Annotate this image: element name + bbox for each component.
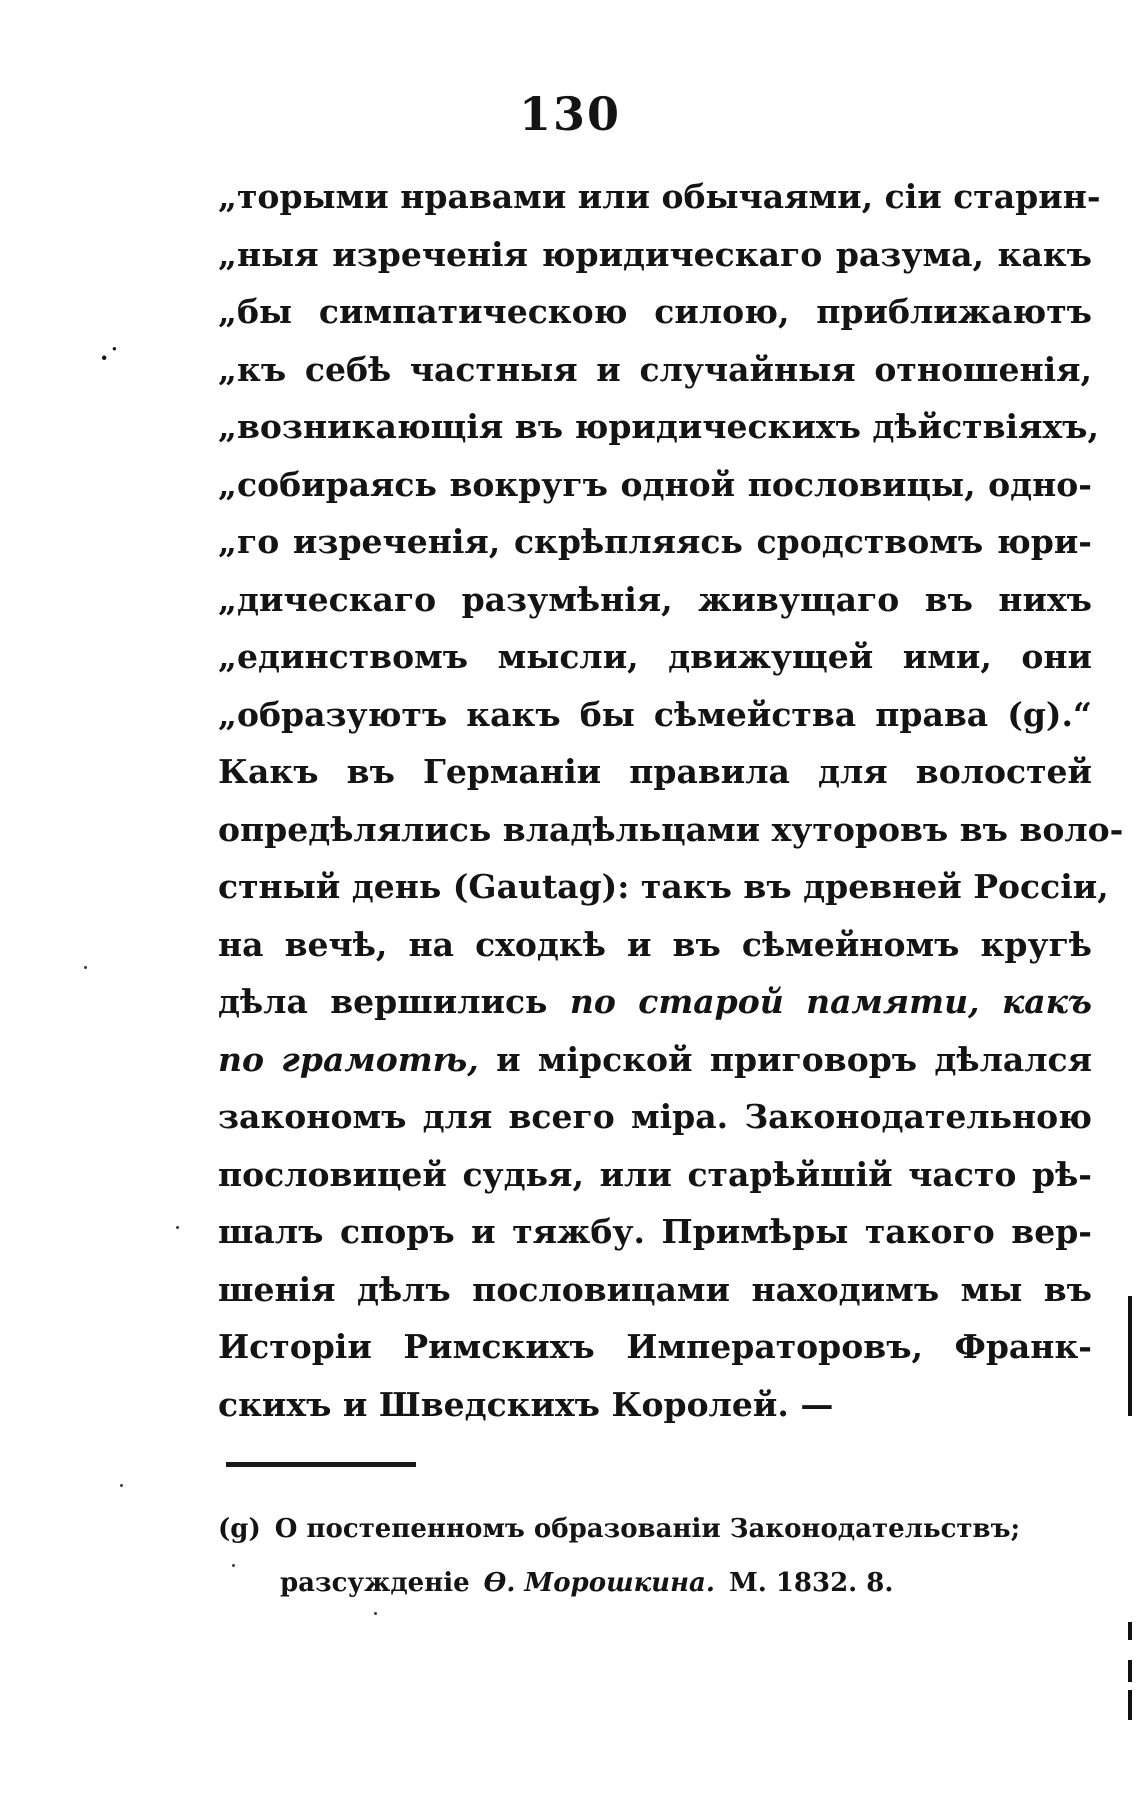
page-number: 130 xyxy=(518,87,622,141)
text-line: „возникающія въ юридическихъ дѣйствіяхъ, xyxy=(218,407,1099,446)
page-speck xyxy=(374,1612,377,1615)
footnote-author: Ѳ. Морошкина. xyxy=(483,1568,715,1598)
text-segment: дѣла вершились xyxy=(218,982,570,1021)
text-line: скихъ и Шведскихъ Королей. — xyxy=(218,1384,834,1424)
footnote xyxy=(218,1502,1088,1610)
text-line: Какъ въ Германіи правила для волостей xyxy=(218,752,1092,791)
text-line: „образуютъ какъ бы сѣмейства права (g).“ xyxy=(218,694,1092,734)
italic-phrase: по старой памяти, какъ xyxy=(569,982,1092,1021)
page-edge-mark xyxy=(1128,1660,1132,1682)
page-edge-mark xyxy=(1128,1622,1132,1640)
text-line xyxy=(218,973,1092,1031)
text-line: опредѣлялись владѣльцами хуторовъ въ воло- xyxy=(218,809,1124,849)
footnote-text: О постепенномъ образованіи Законодательствъ; xyxy=(274,1514,1021,1544)
text-line xyxy=(218,1031,1092,1089)
text-segment: и мірской приговоръ дѣлался xyxy=(478,1039,1092,1079)
text-line: „собираясь вокругъ одной пословицы, одно- xyxy=(218,464,1092,504)
footnote-marker: (g) xyxy=(218,1514,261,1544)
text-line: „ныя изреченія юридическаго разума, какъ xyxy=(218,234,1092,274)
page-edge-mark xyxy=(1128,1690,1132,1720)
text-line: „го изреченія, скрѣпляясь сродствомъ юри- xyxy=(218,522,1092,561)
text-line: „единствомъ мысли, движущей ими, они xyxy=(218,637,1092,676)
text-line: шенія дѣлъ пословицами находимъ мы въ xyxy=(218,1269,1092,1309)
footnote-rule xyxy=(226,1462,416,1467)
text-line: Исторіи Римскихъ Императоровъ, Франк- xyxy=(218,1327,1092,1366)
text-line: на вечѣ, на сходкѣ и въ сѣмейномъ кругѣ xyxy=(218,924,1092,964)
text-line: пословицей судья, или старѣйшій часто рѣ- xyxy=(218,1154,1092,1194)
page-speck xyxy=(84,966,87,969)
text-line: „торыми нравами или обычаями, сіи старин- xyxy=(218,177,1101,216)
text-line: „къ себѣ частныя и случайныя отношенія, xyxy=(218,349,1092,389)
footnote-line xyxy=(218,1556,1088,1610)
margin-mark: ·˙ xyxy=(100,343,121,372)
page-speck xyxy=(176,1226,179,1229)
text-line: „дическаго разумѣнія, живущаго въ нихъ xyxy=(218,579,1092,619)
page-speck xyxy=(120,1484,123,1487)
text-line: шалъ споръ и тяжбу. Примѣры такого вер- xyxy=(218,1212,1092,1251)
footnote-text: М. 1832. 8. xyxy=(728,1568,894,1598)
text-line: закономъ для всего міра. Законодательною xyxy=(218,1097,1092,1136)
text-line: стный день (Gautag): такъ въ древней Россіи, xyxy=(218,867,1109,906)
footnote-text: разсужденіе xyxy=(280,1568,470,1598)
italic-phrase: по грамотѣ, xyxy=(218,1039,479,1079)
body-text xyxy=(218,168,1124,1433)
page-speck xyxy=(232,1564,235,1567)
footnote-line xyxy=(218,1502,1088,1556)
page-edge-mark xyxy=(1128,1296,1132,1416)
text-line: „бы симпатическою силою, приближаютъ xyxy=(218,292,1092,331)
